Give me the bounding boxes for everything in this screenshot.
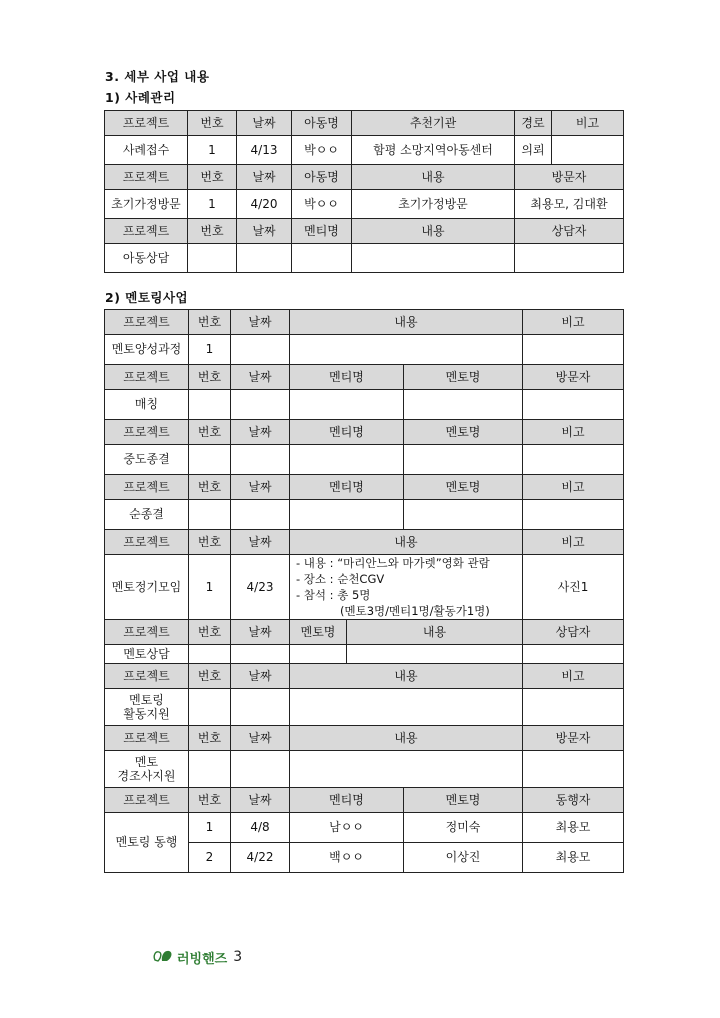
- header-cell: 프로젝트: [105, 726, 189, 751]
- section-title: 3. 세부 사업 내용: [105, 69, 210, 84]
- table-cell: [105, 751, 189, 788]
- table-cell: [231, 689, 290, 726]
- header-cell: 비고: [523, 664, 624, 689]
- table-cell: 중도종결: [105, 445, 189, 475]
- table-cell: 1: [189, 813, 231, 843]
- header-cell: 프로젝트: [105, 475, 189, 500]
- table-header-row: [105, 788, 624, 813]
- header-cell: 멘티명: [290, 475, 404, 500]
- table-row: [105, 136, 624, 165]
- table-cell: [523, 335, 624, 365]
- header-cell: 프로젝트: [105, 420, 189, 445]
- project-name-line: 멘토: [134, 754, 159, 769]
- table-cell: [231, 645, 290, 664]
- header-cell: 프로젝트: [105, 219, 188, 244]
- page-number: 3: [233, 949, 243, 965]
- table-cell: [231, 500, 290, 530]
- header-cell: 내용: [290, 726, 523, 751]
- header-cell: 번호: [189, 420, 231, 445]
- table-row: [105, 244, 624, 273]
- header-cell: 번호: [189, 664, 231, 689]
- table-cell: [404, 445, 523, 475]
- table-cell: [523, 390, 624, 420]
- table-cell: [552, 136, 624, 165]
- header-cell: 프로젝트: [105, 664, 189, 689]
- table-row: [105, 500, 624, 530]
- table-cell: 최용모: [523, 813, 624, 843]
- table-cell: [189, 390, 231, 420]
- table-cell: 1: [189, 555, 231, 620]
- table-header-row: [105, 165, 624, 190]
- header-cell: 날짜: [231, 788, 290, 813]
- table-cell: 1: [189, 335, 231, 365]
- table-cell: [523, 751, 624, 788]
- table-header-row: [105, 365, 624, 390]
- header-cell: 방문자: [523, 365, 624, 390]
- table-cell: 초기가정방문: [105, 190, 188, 219]
- table-cell: 2: [189, 843, 231, 873]
- table-row: [105, 555, 624, 620]
- header-cell: 번호: [189, 726, 231, 751]
- table-header-row: [105, 219, 624, 244]
- table-cell: 1: [188, 136, 237, 165]
- header-cell: 멘티명: [290, 788, 404, 813]
- table-cell: [404, 500, 523, 530]
- table-cell: [231, 390, 290, 420]
- table-row: [105, 390, 624, 420]
- table-cell: [290, 751, 523, 788]
- header-cell: 프로젝트: [105, 530, 189, 555]
- header-cell: 내용: [290, 530, 523, 555]
- header-cell: 날짜: [231, 310, 290, 335]
- content-line: - 장소 : 순천CGV: [296, 572, 385, 586]
- header-cell: 번호: [188, 111, 237, 136]
- header-cell: 날짜: [237, 165, 292, 190]
- header-cell: 멘티명: [290, 420, 404, 445]
- header-cell: 프로젝트: [105, 310, 189, 335]
- header-cell: 프로젝트: [105, 111, 188, 136]
- table-row: [105, 190, 624, 219]
- header-cell: 멘토명: [404, 365, 523, 390]
- table-header-row: [105, 726, 624, 751]
- header-cell: 번호: [189, 365, 231, 390]
- table-header-row: [105, 530, 624, 555]
- table-cell: 순종결: [105, 500, 189, 530]
- subsection-mentoring-title: 2) 멘토링사업: [105, 290, 189, 305]
- table-cell: 초기가정방문: [352, 190, 515, 219]
- table-cell: 4/22: [231, 843, 290, 873]
- table-cell: [352, 244, 515, 273]
- header-cell: 날짜: [231, 420, 290, 445]
- table-cell: 박ㅇㅇ: [292, 136, 352, 165]
- table-row: [105, 445, 624, 475]
- table-cell: 아동상담: [105, 244, 188, 273]
- header-cell: 멘티명: [292, 219, 352, 244]
- table-cell: [523, 500, 624, 530]
- table-cell: [237, 244, 292, 273]
- table-cell: 1: [188, 190, 237, 219]
- table-cell: [292, 244, 352, 273]
- header-cell: 프로젝트: [105, 620, 189, 645]
- table-cell: 정미숙: [404, 813, 523, 843]
- header-cell: 멘티명: [290, 365, 404, 390]
- table-cell: [290, 445, 404, 475]
- table-cell: [189, 500, 231, 530]
- table-cell: [231, 751, 290, 788]
- table-cell: [290, 500, 404, 530]
- table-cell: 백ㅇㅇ: [290, 843, 404, 873]
- mentoring-table: [104, 309, 624, 873]
- header-cell: 내용: [290, 664, 523, 689]
- header-cell: 비고: [523, 310, 624, 335]
- table-row: [105, 645, 624, 664]
- table-cell: 최용모, 김대환: [515, 190, 624, 219]
- hands-leaf-icon: [152, 946, 174, 968]
- table-cell: [347, 645, 523, 664]
- header-cell: 비고: [523, 475, 624, 500]
- table-cell: [290, 689, 523, 726]
- header-cell: 방문자: [515, 165, 624, 190]
- header-cell: 날짜: [237, 111, 292, 136]
- table-header-row: [105, 310, 624, 335]
- header-cell: 날짜: [231, 530, 290, 555]
- header-cell: 경로: [515, 111, 552, 136]
- header-cell: 번호: [189, 620, 231, 645]
- header-cell: 프로젝트: [105, 365, 189, 390]
- header-cell: 멘토명: [290, 620, 347, 645]
- table-cell: [189, 645, 231, 664]
- header-cell: 날짜: [237, 219, 292, 244]
- project-name-line: 활동지원: [123, 707, 170, 721]
- header-cell: 상담자: [515, 219, 624, 244]
- table-row: [105, 335, 624, 365]
- header-cell: 내용: [352, 219, 515, 244]
- table-cell: 남ㅇㅇ: [290, 813, 404, 843]
- table-cell: [290, 335, 523, 365]
- header-cell: 내용: [352, 165, 515, 190]
- table-cell: [523, 645, 624, 664]
- footer-logo-text: 러빙핸즈: [177, 951, 228, 967]
- table-cell: 사진1: [523, 555, 624, 620]
- table-cell: 멘토링 동행: [105, 813, 189, 873]
- table-cell: [189, 689, 231, 726]
- header-cell: 번호: [189, 788, 231, 813]
- table-cell: 박ㅇㅇ: [292, 190, 352, 219]
- subsection-case-management-title: 1) 사례관리: [105, 90, 176, 105]
- table-cell: [515, 244, 624, 273]
- table-header-row: [105, 475, 624, 500]
- table-cell: [189, 445, 231, 475]
- header-cell: 날짜: [231, 475, 290, 500]
- content-line: (멘토3명/멘티1명/활동가1명): [340, 604, 490, 618]
- project-name-line: 경조사지원: [117, 769, 176, 783]
- header-cell: 멘토명: [404, 475, 523, 500]
- table-header-row: [105, 111, 624, 136]
- header-cell: 비고: [523, 530, 624, 555]
- table-cell: [523, 689, 624, 726]
- footer: [152, 946, 242, 968]
- table-row: [105, 689, 624, 726]
- table-cell: 4/8: [231, 813, 290, 843]
- table-cell: [290, 390, 404, 420]
- header-cell: 내용: [347, 620, 523, 645]
- meeting-content-cell: [290, 555, 523, 620]
- table-cell: 함평 소망지역아동센터: [352, 136, 515, 165]
- table-cell: 4/13: [237, 136, 292, 165]
- header-cell: 프로젝트: [105, 788, 189, 813]
- table-cell: 매칭: [105, 390, 189, 420]
- table-header-row: [105, 420, 624, 445]
- header-cell: 비고: [552, 111, 624, 136]
- header-cell: 방문자: [523, 726, 624, 751]
- header-cell: 프로젝트: [105, 165, 188, 190]
- project-name-line: 멘토링: [129, 692, 164, 707]
- table-cell: [105, 689, 189, 726]
- header-cell: 내용: [290, 310, 523, 335]
- table-cell: 멘토양성과정: [105, 335, 189, 365]
- table-cell: [231, 445, 290, 475]
- header-cell: 날짜: [231, 620, 290, 645]
- table-cell: [523, 445, 624, 475]
- header-cell: 비고: [523, 420, 624, 445]
- table-header-row: [105, 620, 624, 645]
- content-line: - 내용 : “마리안느와 마가렛”영화 관람: [296, 556, 490, 570]
- header-cell: 번호: [189, 475, 231, 500]
- table-cell: [404, 390, 523, 420]
- table-header-row: [105, 664, 624, 689]
- header-cell: 멘토명: [404, 788, 523, 813]
- table-cell: [290, 645, 347, 664]
- table-cell: 의뢰: [515, 136, 552, 165]
- table-cell: [231, 335, 290, 365]
- header-cell: 아동명: [292, 165, 352, 190]
- table-cell: [188, 244, 237, 273]
- table-cell: 멘토정기모임: [105, 555, 189, 620]
- table-cell: 4/23: [231, 555, 290, 620]
- header-cell: 날짜: [231, 365, 290, 390]
- header-cell: 아동명: [292, 111, 352, 136]
- content-line: - 참석 : 총 5명: [296, 588, 371, 602]
- case-management-table: [104, 110, 624, 273]
- header-cell: 번호: [189, 310, 231, 335]
- table-cell: 멘토상담: [105, 645, 189, 664]
- header-cell: 번호: [188, 165, 237, 190]
- table-row: [105, 813, 624, 843]
- header-cell: 멘토명: [404, 420, 523, 445]
- table-row: [105, 751, 624, 788]
- table-cell: 최용모: [523, 843, 624, 873]
- table-cell: [189, 751, 231, 788]
- table-cell: 사례접수: [105, 136, 188, 165]
- header-cell: 번호: [189, 530, 231, 555]
- header-cell: 날짜: [231, 726, 290, 751]
- table-cell: 4/20: [237, 190, 292, 219]
- header-cell: 상담자: [523, 620, 624, 645]
- header-cell: 번호: [188, 219, 237, 244]
- header-cell: 동행자: [523, 788, 624, 813]
- header-cell: 날짜: [231, 664, 290, 689]
- header-cell: 추천기관: [352, 111, 515, 136]
- table-cell: 이상진: [404, 843, 523, 873]
